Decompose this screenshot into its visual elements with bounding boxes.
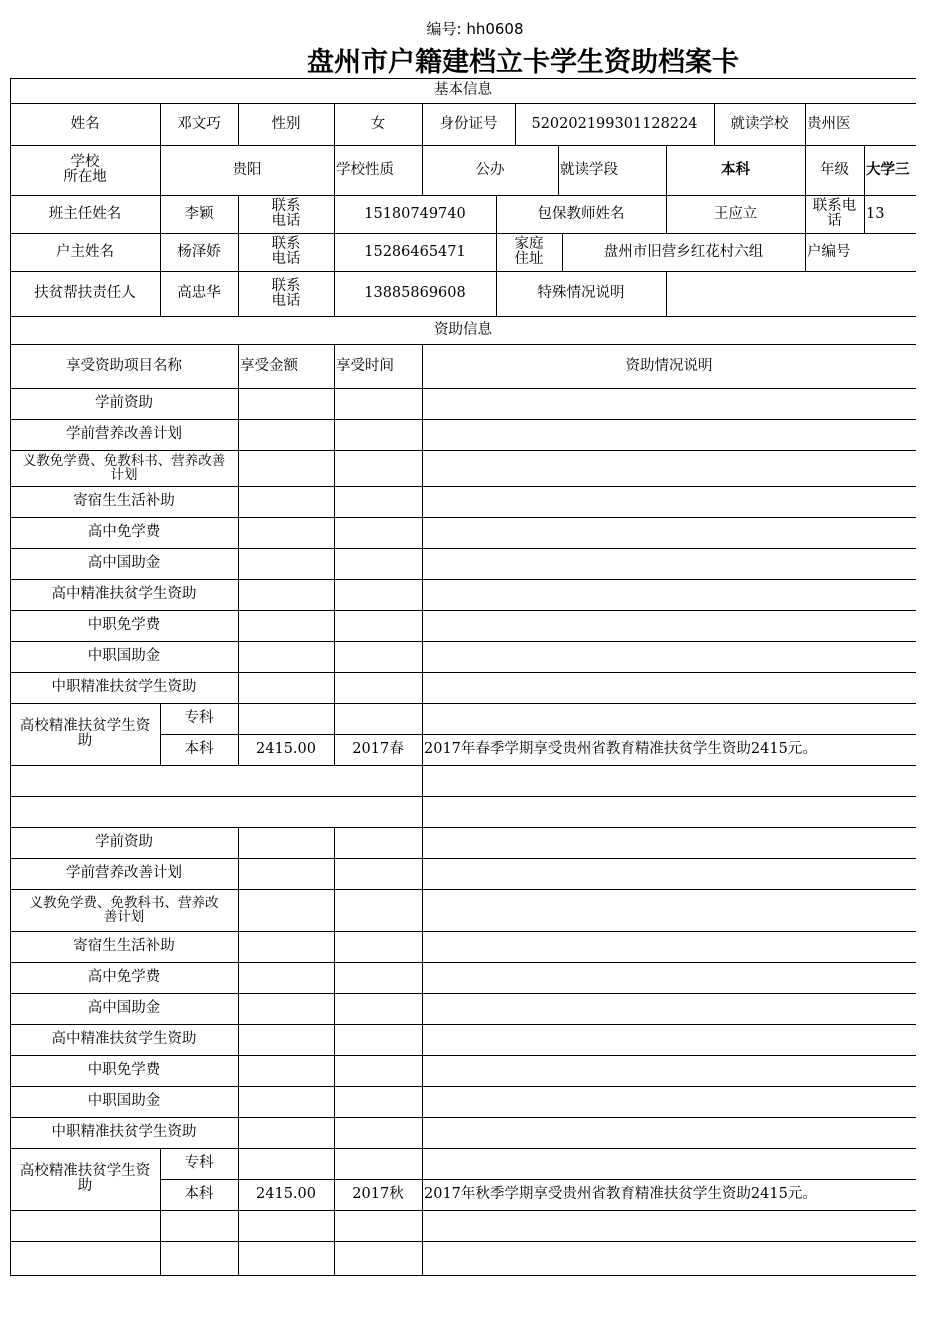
aid-project-name: 高中免学费 bbox=[87, 524, 161, 540]
aid-amount bbox=[238, 858, 334, 889]
school-type-value: 公办 bbox=[475, 161, 505, 178]
householder-label: 户主姓名 bbox=[56, 243, 114, 260]
address-value: 盘州市旧营乡红花村六组 bbox=[603, 243, 764, 260]
aid-time bbox=[334, 450, 422, 486]
college-level: 本科 bbox=[184, 1186, 214, 1202]
aid-amount bbox=[238, 1086, 334, 1117]
aid-project-name: 高中精准扶贫学生资助 bbox=[51, 1031, 197, 1047]
aid-description bbox=[422, 703, 916, 734]
name-label: 姓名 bbox=[70, 115, 100, 132]
aid-project-name: 中职精准扶贫学生资助 bbox=[51, 1124, 197, 1140]
card-number bbox=[0, 18, 950, 39]
aid-time bbox=[334, 1117, 422, 1148]
school-location-value: 贵阳 bbox=[232, 161, 262, 178]
aid-amount bbox=[238, 672, 334, 703]
gender-value: 女 bbox=[370, 115, 386, 132]
aid-amount bbox=[238, 419, 334, 450]
school-value: 贵州医 bbox=[807, 115, 851, 132]
id-label: 身份证号 bbox=[439, 115, 498, 132]
aid-project-name: 中职国助金 bbox=[87, 648, 161, 664]
page-title: 盘州市户籍建档立卡学生资助档案卡 bbox=[307, 47, 739, 78]
aid-description: 2017年春季学期享受贵州省教育精准扶贫学生资助2415元。 bbox=[424, 741, 817, 757]
aid-time bbox=[334, 1086, 422, 1117]
guarantor-phone-value: 13 bbox=[866, 205, 885, 222]
household-number-label: 户编号 bbox=[807, 243, 851, 260]
aid-project-name: 高中精准扶贫学生资助 bbox=[51, 586, 197, 602]
aid-amount bbox=[238, 1117, 334, 1148]
aid-time bbox=[334, 486, 422, 517]
aid-time bbox=[334, 641, 422, 672]
aid-description bbox=[422, 1086, 916, 1117]
aid-time bbox=[334, 579, 422, 610]
aid-amount bbox=[238, 548, 334, 579]
aid-project-name: 学前营养改善计划 bbox=[66, 865, 182, 881]
guarantor-value: 王应立 bbox=[713, 205, 758, 222]
archive-table bbox=[10, 78, 916, 1276]
school-type-label: 学校性质 bbox=[336, 161, 394, 178]
aid-description bbox=[422, 641, 916, 672]
aid-amount bbox=[238, 889, 334, 931]
poverty-officer-phone-label: 联系 电话 bbox=[271, 277, 301, 309]
aid-project-name: 中职免学费 bbox=[87, 1062, 161, 1078]
poverty-officer-label: 扶贫帮扶责任人 bbox=[34, 285, 136, 301]
aid-description bbox=[422, 388, 916, 419]
aid-description bbox=[422, 931, 916, 962]
aid-description bbox=[422, 827, 916, 858]
aid-time bbox=[334, 548, 422, 579]
aid-amount bbox=[238, 931, 334, 962]
aid-project-name: 高中国助金 bbox=[87, 555, 161, 571]
section-title-basic: 基本信息 bbox=[434, 82, 492, 98]
aid-description bbox=[422, 993, 916, 1024]
aid-project-name: 中职免学费 bbox=[87, 617, 161, 633]
stage-value: 本科 bbox=[721, 161, 750, 178]
head-teacher-phone-label: 联系 电话 bbox=[271, 198, 301, 229]
aid-project-name: 学前资助 bbox=[95, 834, 153, 850]
column-time: 享受时间 bbox=[336, 357, 394, 374]
aid-time bbox=[334, 703, 422, 734]
aid-time bbox=[334, 419, 422, 450]
id-number-value: 520202199301128224 bbox=[531, 115, 698, 132]
grade-label: 年级 bbox=[820, 161, 849, 178]
card-number-label: 编号: bbox=[426, 20, 462, 38]
aid-project-name: 高中国助金 bbox=[87, 1000, 161, 1016]
head-teacher-phone-value: 15180749740 bbox=[364, 205, 466, 222]
aid-time: 2017春 bbox=[352, 741, 404, 757]
aid-time bbox=[334, 1148, 422, 1179]
householder-value: 杨泽娇 bbox=[177, 243, 221, 260]
aid-description bbox=[422, 579, 916, 610]
grid-line bbox=[160, 1210, 161, 1275]
aid-amount: 2415.00 bbox=[256, 1186, 316, 1202]
address-label: 家庭 住址 bbox=[514, 236, 544, 267]
aid-amount bbox=[238, 1024, 334, 1055]
aid-time bbox=[334, 962, 422, 993]
aid-description bbox=[422, 486, 916, 517]
column-amount: 享受金额 bbox=[240, 357, 298, 374]
college-level: 专科 bbox=[184, 710, 214, 726]
college-aid-label: 高校精准扶贫学生资 助 bbox=[19, 1163, 151, 1194]
school-label: 就读学校 bbox=[730, 115, 789, 132]
gender-label: 性别 bbox=[271, 115, 301, 132]
aid-description bbox=[422, 1024, 916, 1055]
aid-amount bbox=[238, 641, 334, 672]
aid-project-name: 中职国助金 bbox=[87, 1093, 161, 1109]
aid-description bbox=[422, 1055, 916, 1086]
grid-line bbox=[10, 796, 916, 797]
aid-project-name: 义教免学费、免教科书、营养改善 计划 bbox=[22, 453, 226, 483]
aid-project-name: 高中免学费 bbox=[87, 969, 161, 985]
aid-description bbox=[422, 1117, 916, 1148]
aid-time bbox=[334, 517, 422, 548]
aid-amount bbox=[238, 993, 334, 1024]
aid-time bbox=[334, 858, 422, 889]
column-project: 享受资助项目名称 bbox=[66, 357, 182, 374]
householder-phone-value: 15286465471 bbox=[364, 243, 466, 260]
aid-time bbox=[334, 610, 422, 641]
guarantor-phone-label: 联系电 话 bbox=[812, 198, 857, 229]
head-teacher-label: 班主任姓名 bbox=[48, 205, 122, 222]
aid-amount bbox=[238, 450, 334, 486]
poverty-officer-value: 高忠华 bbox=[177, 285, 221, 301]
aid-time: 2017秋 bbox=[352, 1186, 404, 1202]
aid-amount bbox=[238, 486, 334, 517]
grid-line bbox=[10, 765, 916, 766]
aid-project-name: 寄宿生生活补助 bbox=[73, 938, 175, 954]
householder-phone-label: 联系 电话 bbox=[271, 236, 301, 267]
aid-description bbox=[422, 1148, 916, 1179]
school-location-label: 学校 所在地 bbox=[63, 154, 107, 185]
grid-line bbox=[238, 1210, 239, 1275]
aid-amount bbox=[238, 1148, 334, 1179]
aid-project-name: 学前营养改善计划 bbox=[66, 426, 182, 442]
section-title-aid: 资助信息 bbox=[434, 321, 492, 338]
aid-time bbox=[334, 889, 422, 931]
aid-project-name: 义教免学费、免教科书、营养改 善计划 bbox=[29, 895, 219, 925]
aid-description bbox=[422, 672, 916, 703]
stage-label: 就读学段 bbox=[560, 161, 618, 178]
aid-project-name: 学前资助 bbox=[95, 395, 153, 411]
aid-amount bbox=[238, 827, 334, 858]
grid-line bbox=[422, 1210, 423, 1275]
grid-line bbox=[10, 1210, 916, 1211]
aid-project-name: 寄宿生生活补助 bbox=[73, 493, 175, 509]
grade-value: 大学三 bbox=[866, 161, 910, 178]
aid-description bbox=[422, 450, 916, 486]
aid-time bbox=[334, 1055, 422, 1086]
aid-description: 2017年秋季学期享受贵州省教育精准扶贫学生资助2415元。 bbox=[424, 1186, 817, 1202]
name-value: 邓文巧 bbox=[177, 115, 221, 132]
college-aid-label: 高校精准扶贫学生资 助 bbox=[19, 718, 151, 749]
aid-time bbox=[334, 1024, 422, 1055]
grid-line bbox=[10, 1275, 916, 1276]
special-situation-value bbox=[666, 271, 916, 316]
aid-amount: 2415.00 bbox=[256, 741, 316, 757]
aid-description bbox=[422, 610, 916, 641]
poverty-officer-phone-value: 13885869608 bbox=[364, 285, 466, 301]
aid-description bbox=[422, 962, 916, 993]
aid-amount bbox=[238, 610, 334, 641]
aid-amount bbox=[238, 703, 334, 734]
guarantor-label: 包保教师姓名 bbox=[537, 205, 625, 222]
aid-amount bbox=[238, 517, 334, 548]
aid-amount bbox=[238, 388, 334, 419]
aid-project-name: 中职精准扶贫学生资助 bbox=[51, 679, 197, 695]
aid-description bbox=[422, 419, 916, 450]
card-number-value: hh0608 bbox=[466, 20, 524, 38]
aid-amount bbox=[238, 1055, 334, 1086]
aid-description bbox=[422, 517, 916, 548]
head-teacher-value: 李颖 bbox=[184, 205, 214, 222]
aid-time bbox=[334, 388, 422, 419]
aid-time bbox=[334, 931, 422, 962]
aid-time bbox=[334, 672, 422, 703]
college-level: 专科 bbox=[184, 1155, 214, 1171]
aid-description bbox=[422, 548, 916, 579]
aid-time bbox=[334, 827, 422, 858]
special-situation-label: 特殊情况说明 bbox=[537, 285, 625, 301]
college-level: 本科 bbox=[184, 741, 214, 757]
aid-amount bbox=[238, 579, 334, 610]
aid-description bbox=[422, 858, 916, 889]
column-description: 资助情况说明 bbox=[625, 357, 713, 374]
aid-description bbox=[422, 889, 916, 931]
aid-amount bbox=[238, 962, 334, 993]
aid-time bbox=[334, 993, 422, 1024]
grid-line bbox=[10, 1241, 916, 1242]
grid-line bbox=[334, 1210, 335, 1275]
